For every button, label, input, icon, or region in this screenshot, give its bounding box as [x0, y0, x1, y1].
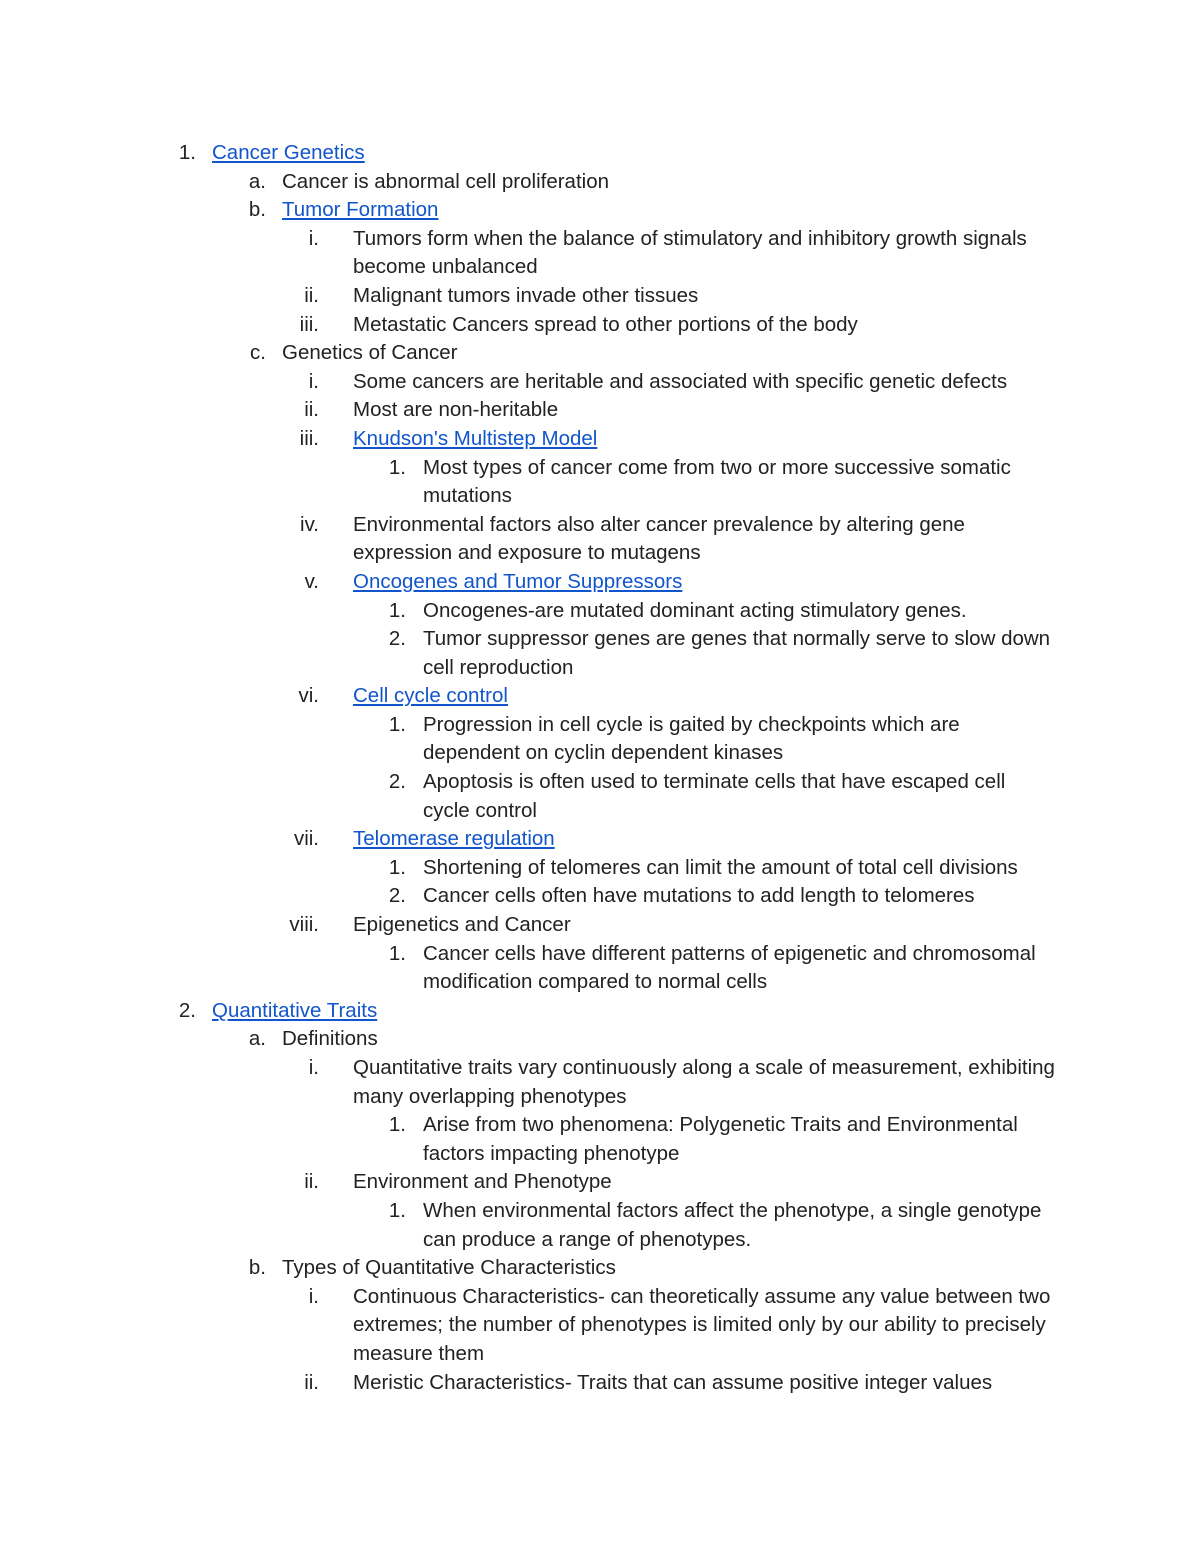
outline-item	[0, 196, 1200, 225]
outline-item	[0, 511, 1200, 568]
item-text: Apoptosis is often used to terminate cells that have escaped cell cycle control	[423, 770, 1006, 822]
item-text: Cancer cells often have mutations to add length to telomeres	[423, 884, 975, 908]
item-text: Malignant tumors invade other tissues	[353, 283, 699, 307]
outline-item	[0, 339, 1200, 368]
list-marker: i.	[308, 1056, 319, 1079]
list-marker: c.	[250, 341, 266, 365]
item-text: Meristic Characteristics- Traits that can assume positive integer values	[353, 1370, 993, 1394]
list-marker: 1.	[388, 712, 406, 736]
link-telomerase-regulation[interactable]: Telomerase regulation	[353, 827, 555, 851]
item-text: Definitions	[282, 1027, 378, 1051]
outline-item	[0, 368, 1200, 397]
list-marker: i.	[308, 369, 319, 393]
item-text: Tumor suppressor genes are genes that normally serve to slow down cell reproduction	[423, 627, 1051, 679]
list-marker: a.	[248, 169, 266, 193]
list-marker: 1.	[388, 1113, 406, 1137]
list-marker: viii.	[289, 913, 319, 937]
outline-item	[0, 168, 1200, 197]
item-text: Oncogenes-are mutated dominant acting stimulatory genes.	[423, 598, 967, 622]
item-text: Environment and Phenotype	[353, 1170, 612, 1194]
item-text: Most are non-heritable	[353, 398, 559, 422]
document-outline	[0, 139, 1200, 1397]
outline-item	[0, 311, 1200, 340]
outline-item	[0, 225, 1200, 282]
outline-item	[0, 997, 1200, 1026]
outline-item	[0, 396, 1200, 425]
item-text: Types of Quantitative Characteristics	[282, 1256, 616, 1280]
outline-item	[0, 1168, 1200, 1197]
outline-item	[0, 139, 1200, 168]
outline-item	[0, 882, 1200, 911]
item-text: Cancer is abnormal cell proliferation	[282, 169, 610, 193]
item-text: Environmental factors also alter cancer prevalence by altering gene expression and exposure to mutagens	[353, 512, 965, 565]
outline-item	[0, 625, 1200, 682]
item-text: Metastatic Cancers spread to other portions of the body	[353, 312, 858, 336]
list-marker: 2.	[178, 998, 196, 1022]
outline-item	[0, 711, 1200, 768]
item-text: Epigenetics and Cancer	[353, 913, 571, 937]
list-marker: 2.	[388, 884, 406, 908]
outline-item	[0, 597, 1200, 626]
outline-item	[0, 425, 1200, 454]
item-text: When environmental factors affect the phenotype, a single genotype can produce a range of phenotypes.	[423, 1198, 1042, 1251]
list-marker: vii.	[293, 827, 319, 851]
list-marker: v.	[304, 569, 319, 593]
outline-item	[0, 568, 1200, 597]
outline-item	[0, 454, 1200, 511]
item-text: Cancer cells have different patterns of epigenetic and chromosomal modification compared to normal cells	[423, 941, 1036, 994]
item-text: Tumors form when the balance of stimulatory and inhibitory growth signals become unbalanced	[353, 226, 1027, 279]
list-marker: ii.	[304, 1170, 319, 1194]
list-marker: a.	[248, 1027, 266, 1051]
list-marker: 1.	[388, 455, 406, 479]
list-marker: 1.	[388, 855, 406, 879]
list-marker: b.	[248, 198, 266, 222]
link-cell-cycle-control[interactable]: Cell cycle control	[353, 684, 508, 708]
link-tumor-formation[interactable]: Tumor Formation	[282, 198, 439, 222]
outline-item	[0, 854, 1200, 883]
list-marker: iii.	[299, 426, 319, 450]
link-knudsons-multistep-model[interactable]: Knudson's Multistep Model	[353, 426, 598, 450]
link-quantitative-traits[interactable]: Quantitative Traits	[212, 998, 378, 1022]
list-marker: 1.	[388, 598, 406, 622]
list-marker: 2.	[388, 770, 406, 794]
outline-item	[0, 1283, 1200, 1369]
list-marker: 1.	[388, 941, 406, 965]
item-text: Shortening of telomeres can limit the amount of total cell divisions	[423, 855, 1018, 879]
item-text: Some cancers are heritable and associated with specific genetic defects	[353, 369, 1008, 393]
outline-item	[0, 768, 1200, 825]
list-marker: 1.	[178, 141, 196, 164]
list-marker: i.	[308, 226, 319, 250]
outline-item	[0, 1197, 1200, 1254]
outline-item	[0, 1054, 1200, 1111]
item-text: Most types of cancer come from two or more successive somatic mutations	[423, 455, 1011, 508]
list-marker: b.	[248, 1256, 266, 1280]
outline-item	[0, 1369, 1200, 1398]
item-text: Progression in cell cycle is gaited by checkpoints which are dependent on cyclin dependent kinases	[423, 712, 960, 765]
outline-item	[0, 1111, 1200, 1168]
list-marker: i.	[308, 1284, 319, 1308]
outline-item	[0, 825, 1200, 854]
list-marker: 2.	[388, 627, 406, 651]
link-cancer-genetics[interactable]: Cancer Genetics	[212, 141, 365, 164]
outline-item	[0, 1025, 1200, 1054]
list-marker: ii.	[304, 283, 319, 307]
list-marker: ii.	[304, 1370, 319, 1394]
list-marker: 1.	[388, 1198, 406, 1222]
link-oncogenes-and-tumor-suppressors[interactable]: Oncogenes and Tumor Suppressors	[353, 569, 683, 593]
list-marker: iii.	[299, 312, 319, 336]
item-text: Genetics of Cancer	[282, 341, 458, 365]
outline-item	[0, 911, 1200, 940]
item-text: Quantitative traits vary continuously along a scale of measurement, exhibiting many overlapping phenotypes	[353, 1056, 1055, 1108]
list-marker: ii.	[304, 398, 319, 422]
outline-item	[0, 1254, 1200, 1283]
outline-item	[0, 282, 1200, 311]
outline-item	[0, 940, 1200, 997]
item-text: Continuous Characteristics- can theoretically assume any value between two extremes; the number of phenotypes is limited only by our ability to precisely measure them	[353, 1284, 1051, 1365]
item-text: Arise from two phenomena: Polygenetic Traits and Environmental factors impacting phenotype	[423, 1113, 1018, 1165]
outline-item	[0, 682, 1200, 711]
list-marker: vi.	[298, 684, 319, 708]
list-marker: iv.	[300, 512, 319, 536]
